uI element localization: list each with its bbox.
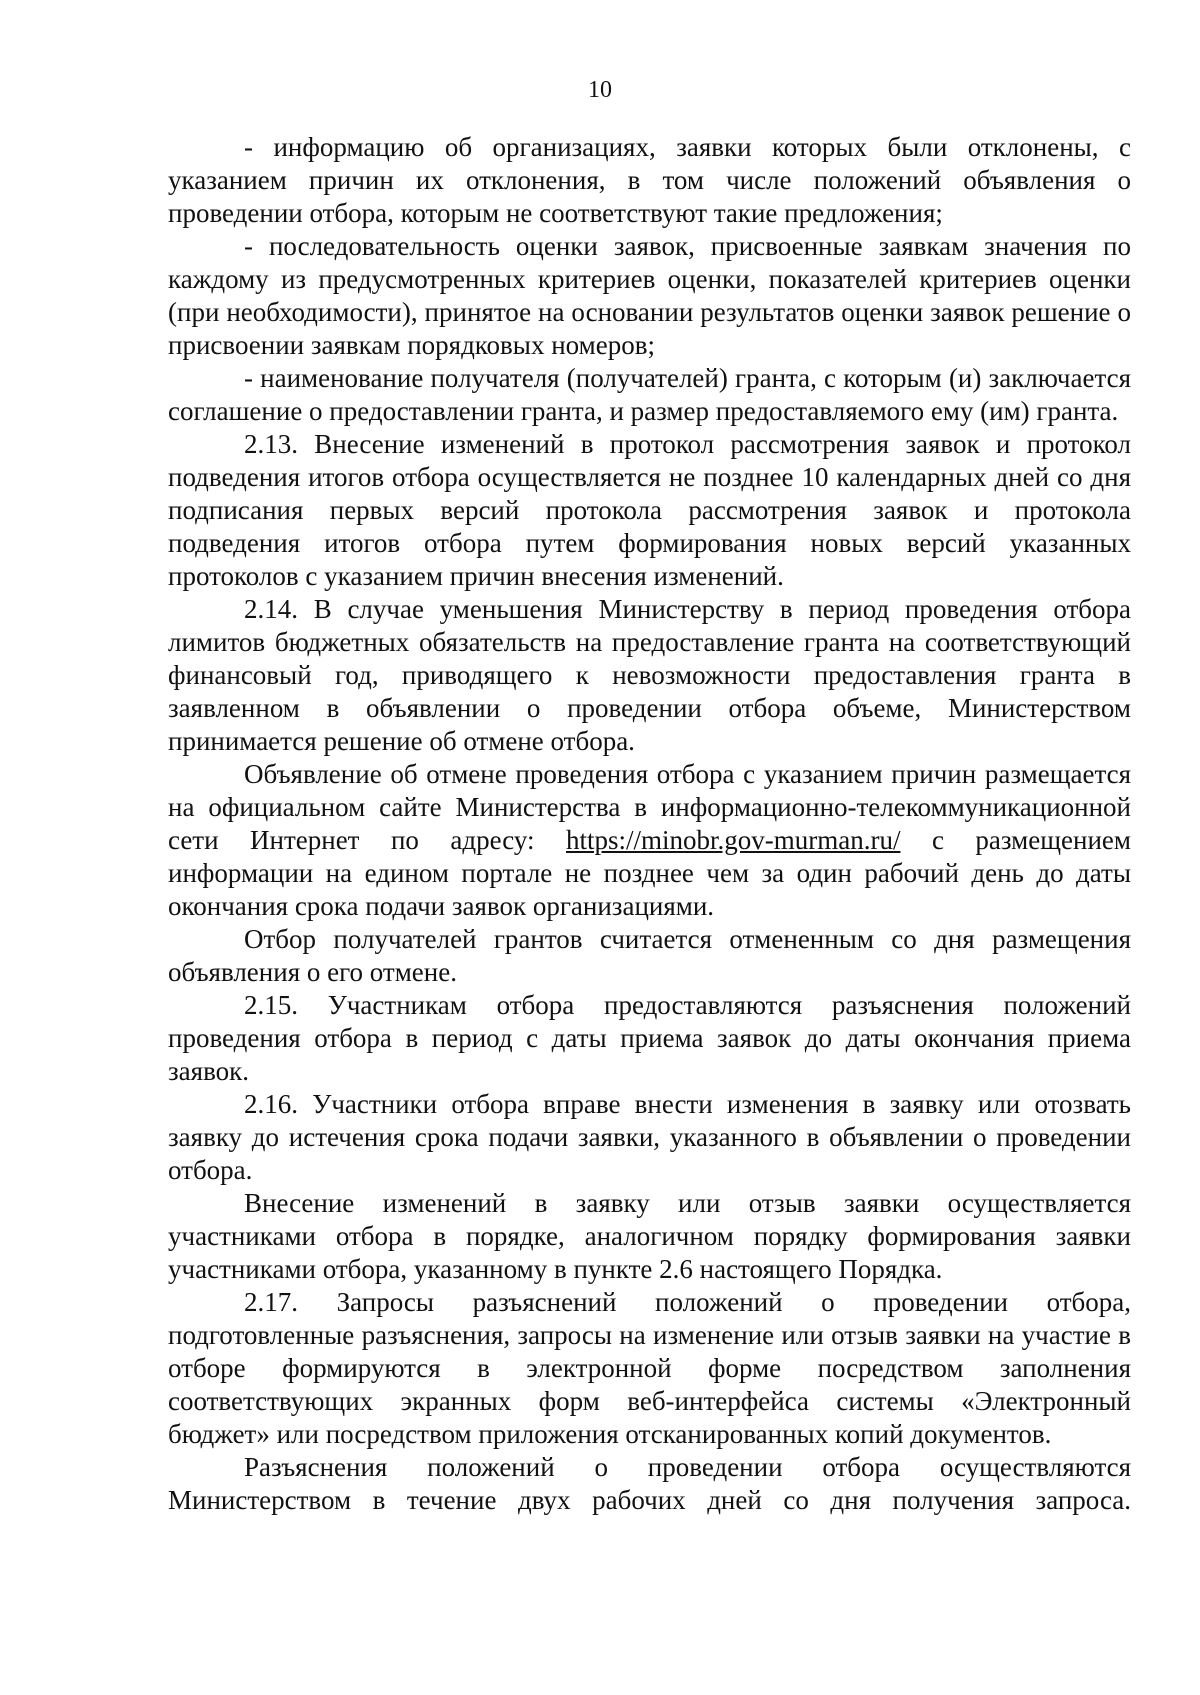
paragraph-evaluation-sequence: - последовательность оценки заявок, присвоенные заявкам значения по каждому из предусмотренных критериев оценки, показателей критериев оценки (при необходимости), принятое на основании результатов оценки заявок решение о присвоении заявкам порядковых номеров; — [168, 231, 1131, 360]
announcement-text-end: с размещением информации на едином портале не позднее чем за один рабочий день до даты окончания срока подачи заявок организациями. — [168, 825, 1131, 921]
paragraph-clarifications: Разъяснения положений о проведении отбора осуществляются Министерством в течение двух рабочих дней со дня получения запроса. — [168, 1452, 1131, 1515]
paragraph-2-13: 2.13. Внесение изменений в протокол рассмотрения заявок и протокол подведения итогов отбора осуществляется не позднее 10 календарных дней со дня подписания первых версий протокола рассмотрения заявок и протокола подведения итогов отбора путем формирования новых версий указанных протоколов с указанием причин внесения изменений. — [168, 429, 1131, 591]
paragraph-selection-cancelled: Отбор получателей грантов считается отмененным со дня размещения объявления о его отмене. — [168, 924, 1131, 987]
paragraph-2-14: 2.14. В случае уменьшения Министерству в период проведения отбора лимитов бюджетных обязательств на предоставление гранта на соответствующий финансовый год, приводящего к невозможности предоставления гранта в заявленном в объявлении о проведении отбора объеме, Министерством принимается решение об отмене отбора. — [168, 594, 1131, 756]
paragraph-2-17: 2.17. Запросы разъяснений положений о проведении отбора, подготовленные разъяснения, запросы на изменение или отзыв заявки на участие в отборе формируются в электронной форме посредством заполнения соответствующих экранных форм веб-интерфейса системы «Электронный бюджет» или посредством приложения отсканированных копий документов. — [168, 1287, 1131, 1449]
paragraph-rejected-organizations: - информацию об организациях, заявки которых были отклонены, с указанием причин их отклонения, в том числе положений объявления о проведении отбора, которым не соответствуют такие предложения; — [168, 132, 1131, 228]
announcement-text-start: Объявление об отмене проведения отбора с указанием причин размещается на официальном сайте Министерства в информационно-телекоммуникационной сети Интернет по адресу: — [168, 759, 1131, 855]
paragraph-cancellation-announcement — [168, 758, 1131, 923]
paragraph-2-15: 2.15. Участникам отбора предоставляются разъяснения положений проведения отбора в период с даты приема заявок до даты окончания приема заявок. — [168, 990, 1131, 1086]
document-body — [168, 131, 1131, 1517]
paragraph-application-changes: Внесение изменений в заявку или отзыв заявки осуществляется участниками отбора в порядке, аналогичном порядку формирования заявки участниками отбора, указанному в пункте 2.6 настоящего Порядка. — [168, 1188, 1131, 1284]
paragraph-2-16: 2.16. Участники отбора вправе внести изменения в заявку или отозвать заявку до истечения срока подачи заявки, указанного в объявлении о проведении отбора. — [168, 1089, 1131, 1185]
ministry-website-link[interactable]: https://minobr.gov-murman.ru/ — [566, 825, 901, 855]
page-number: 10 — [588, 77, 612, 103]
paragraph-grant-recipient: - наименование получателя (получателей) гранта, с которым (и) заключается соглашение о предоставлении гранта, и размер предоставляемого ему (им) гранта. — [168, 363, 1131, 426]
